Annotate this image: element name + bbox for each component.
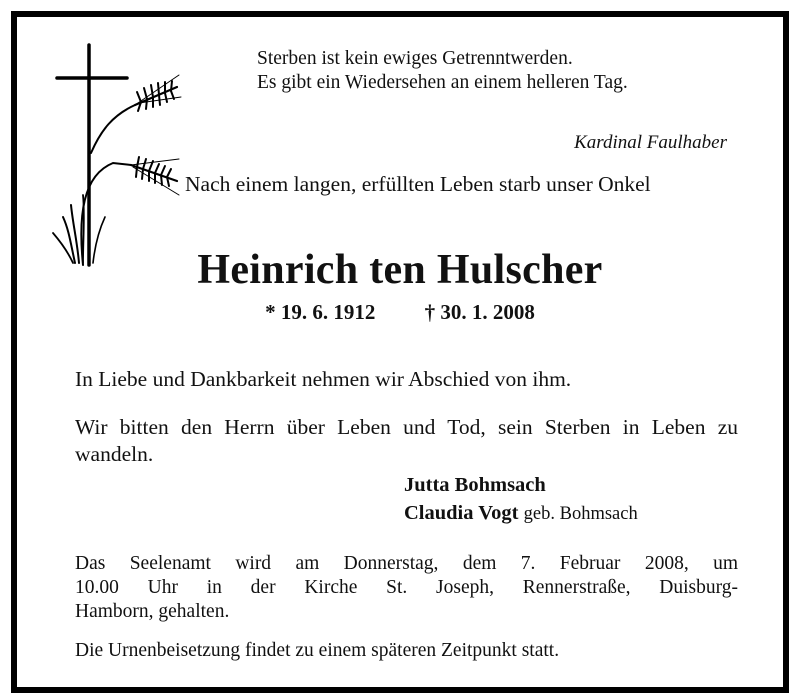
quote-author: Kardinal Faulhaber [574, 132, 727, 153]
service-line: Hamborn, gehalten. [75, 601, 230, 622]
service-text [75, 552, 738, 624]
obituary-notice [11, 11, 789, 693]
quote-block [257, 47, 757, 153]
signer-note: geb. Bohmsach [523, 504, 638, 524]
prayer-text: Wir bitten den Herrn über Leben und Tod, sein Sterben in Leben zu wandeln. [75, 415, 738, 466]
service-line: Das Seelenamt wird am Donnerstag, dem 7. Februar 2008, um [75, 553, 738, 574]
signer [404, 471, 638, 499]
cross-with-wheat-icon [43, 35, 183, 270]
life-dates [17, 300, 783, 325]
farewell-text: In Liebe und Dankbarkeit nehmen wir Abschied von ihm. [75, 367, 572, 391]
signer-name: Claudia Vogt [404, 502, 519, 524]
deceased-name: Heinrich ten Hulscher [197, 247, 603, 293]
intro-text: Nach einem langen, erfüllten Leben starb unser Onkel [185, 172, 651, 196]
signer [404, 499, 638, 528]
quote-line: Es gibt ein Wiedersehen an einem helleren Tag. [257, 72, 628, 93]
signers-block [404, 471, 638, 528]
death-date: † 30. 1. 2008 [424, 300, 535, 324]
signer-name: Jutta Bohmsach [404, 474, 546, 496]
birth-date: * 19. 6. 1912 [265, 300, 376, 324]
burial-text: Die Urnenbeisetzung findet zu einem späteren Zeitpunkt statt. [75, 640, 560, 661]
quote-line: Sterben ist kein ewiges Getrenntwerden. [257, 48, 573, 69]
service-line: 10.00 Uhr in der Kirche St. Joseph, Rennerstraße, Duisburg- [75, 577, 738, 598]
